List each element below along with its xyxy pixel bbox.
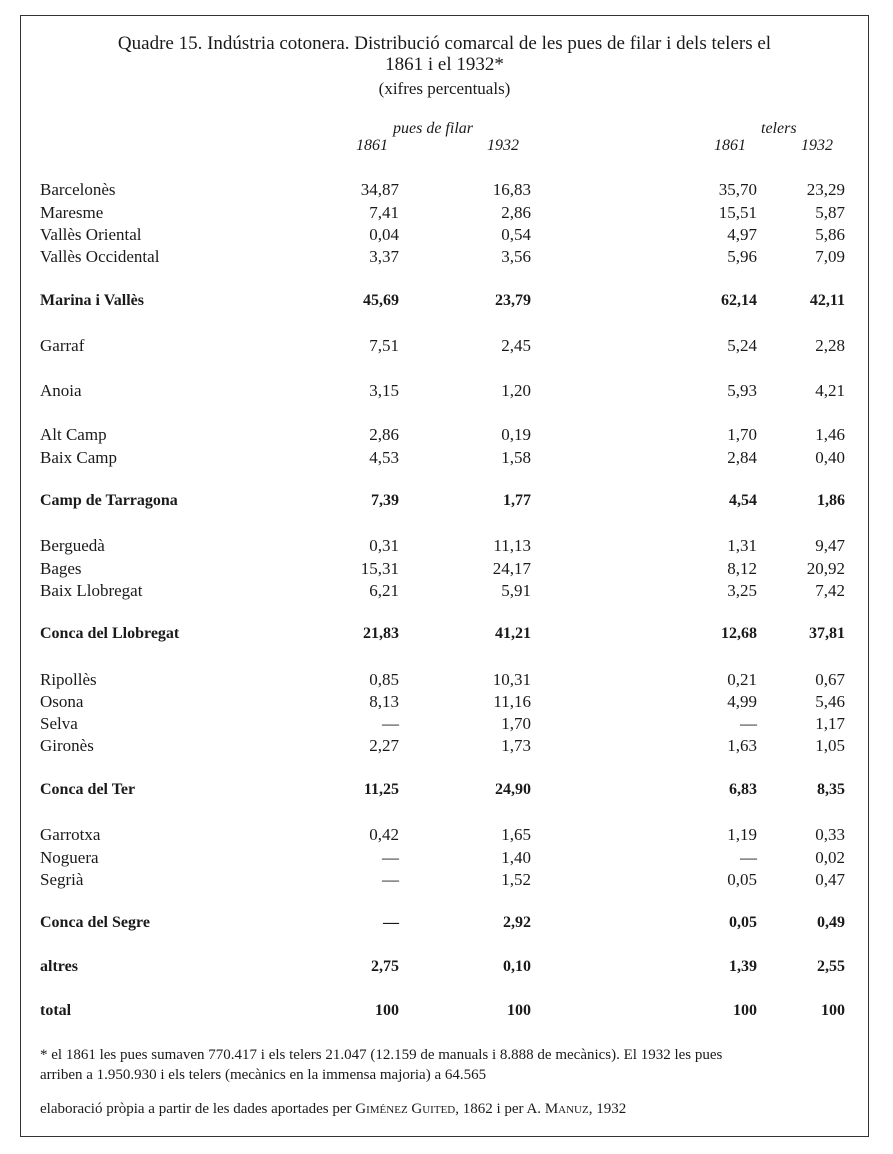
- cell-value: 0,42: [369, 825, 399, 844]
- cell-value: 1,73: [501, 736, 531, 755]
- row-label: Gironès: [40, 736, 94, 755]
- cell-value: 1,65: [501, 825, 531, 844]
- cell-value: 6,83: [729, 781, 757, 798]
- cell-value: 0,10: [503, 958, 531, 975]
- cell-value: 0,40: [815, 448, 845, 467]
- cell-value: 16,83: [492, 180, 531, 199]
- table-row: [0, 692, 893, 714]
- cell-value: 0,02: [815, 848, 845, 867]
- cell-value: 6,21: [369, 581, 399, 600]
- cell-value: 2,55: [817, 958, 845, 975]
- cell-value: 1,70: [501, 714, 531, 733]
- cell-value: 5,87: [815, 203, 845, 222]
- cell-value: 9,47: [815, 536, 845, 555]
- cell-value: 0,47: [815, 870, 845, 889]
- source-note: [40, 1099, 855, 1119]
- row-label: altres: [40, 958, 78, 975]
- footnote-line: * el 1861 les pues sumaven 770.417 i els telers 21.047 (12.159 de manuals i 8.888 de mecànics). El 1932 les pues: [40, 1047, 723, 1063]
- cell-value: 0,31: [369, 536, 399, 555]
- row-label: Barcelonès: [40, 180, 116, 199]
- cell-value: 45,69: [363, 292, 399, 309]
- row-label: Vallès Occidental: [40, 247, 160, 266]
- row-label: Baix Camp: [40, 448, 117, 467]
- row-label: total: [40, 1002, 72, 1019]
- row-label: Garraf: [40, 336, 85, 355]
- cell-value: 8,13: [369, 692, 399, 711]
- row-label: Alt Camp: [40, 425, 107, 444]
- table-row: [0, 381, 893, 403]
- cell-value: 8,35: [817, 781, 845, 798]
- year-header-looms-1932: 1932: [801, 137, 833, 154]
- cell-value: 15,31: [360, 559, 399, 578]
- cell-value: 7,51: [369, 336, 399, 355]
- row-label: Conca del Llobregat: [40, 625, 180, 642]
- table-row: [0, 848, 893, 870]
- cell-value: 62,14: [721, 292, 757, 309]
- cell-value: 2,86: [501, 203, 531, 222]
- cell-value: 2,75: [371, 958, 399, 975]
- cell-value: 2,27: [369, 736, 399, 755]
- row-label: Maresme: [40, 203, 104, 222]
- source-suffix: , 1932: [588, 1101, 627, 1117]
- cell-value: 100: [507, 1002, 531, 1019]
- cell-value: 1,52: [501, 870, 531, 889]
- table-row: [0, 736, 893, 758]
- table-row: [0, 448, 893, 470]
- cell-value: 21,83: [363, 625, 399, 642]
- row-label: Bages: [40, 559, 82, 578]
- row-label: Marina i Vallès: [40, 292, 145, 309]
- source-middle: , 1862 i per A.: [455, 1101, 545, 1117]
- table-row: [0, 292, 893, 314]
- cell-value: 2,84: [727, 448, 757, 467]
- table-row: [0, 225, 893, 247]
- table-row: [0, 1002, 893, 1024]
- year-header-looms-1861: 1861: [714, 137, 746, 154]
- cell-value: 4,53: [369, 448, 399, 467]
- cell-value: 11,16: [493, 692, 531, 711]
- cell-value: 0,49: [817, 914, 845, 931]
- cell-value: 5,24: [727, 336, 757, 355]
- cell-value: 41,21: [495, 625, 531, 642]
- cell-value: 34,87: [360, 180, 399, 199]
- row-label: Segrià: [40, 870, 84, 889]
- table-subtitle: (xifres percentuals): [378, 79, 511, 98]
- cell-value: 1,19: [727, 825, 757, 844]
- cell-value: 1,39: [729, 958, 757, 975]
- cell-value: 11,13: [493, 536, 531, 555]
- row-label: Anoia: [40, 381, 82, 400]
- source-prefix: elaboració pròpia a partir de les dades aportades per: [40, 1101, 356, 1117]
- cell-value: 35,70: [718, 180, 757, 199]
- cell-value: 5,46: [815, 692, 845, 711]
- cell-value: 1,58: [501, 448, 531, 467]
- cell-value: 10,31: [492, 670, 531, 689]
- cell-value: 0,19: [501, 425, 531, 444]
- table-row: [0, 492, 893, 514]
- cell-value: 37,81: [809, 625, 845, 642]
- table-row: [0, 581, 893, 603]
- table-row: [0, 203, 893, 225]
- cell-value: 5,86: [815, 225, 845, 244]
- footnote: [40, 1045, 855, 1085]
- cell-value: 1,46: [815, 425, 845, 444]
- cell-value: 1,05: [815, 736, 845, 755]
- table-row: [0, 180, 893, 202]
- cell-value: 4,21: [815, 381, 845, 400]
- table-row: [0, 247, 893, 269]
- footnote-line: arriben a 1.950.930 i els telers (mecànics en la immensa majoria) a 64.565: [40, 1067, 487, 1083]
- cell-value: 5,96: [727, 247, 757, 266]
- cell-value: 42,11: [809, 292, 845, 309]
- row-label: Osona: [40, 692, 84, 711]
- source-author: Manuz: [544, 1101, 589, 1117]
- year-header-spindles-1932: 1932: [487, 137, 519, 154]
- row-label: Conca del Ter: [40, 781, 136, 798]
- cell-value: 8,12: [727, 559, 757, 578]
- cell-value: 1,63: [727, 736, 757, 755]
- cell-value: 7,09: [815, 247, 845, 266]
- cell-value: 7,39: [371, 492, 399, 509]
- cell-value: 0,05: [727, 870, 757, 889]
- cell-value: —: [740, 848, 757, 867]
- cell-value: 0,05: [729, 914, 757, 931]
- cell-value: 0,54: [501, 225, 531, 244]
- table-row: [0, 559, 893, 581]
- table-row: [0, 670, 893, 692]
- cell-value: 12,68: [721, 625, 757, 642]
- cell-value: 24,17: [492, 559, 531, 578]
- cell-value: —: [740, 714, 757, 733]
- table-row: [0, 536, 893, 558]
- table-row: [0, 425, 893, 447]
- cell-value: 11,25: [363, 781, 399, 798]
- cell-value: 24,90: [495, 781, 531, 798]
- cell-value: 1,17: [815, 714, 845, 733]
- row-label: Noguera: [40, 848, 99, 867]
- row-label: Conca del Segre: [40, 914, 150, 931]
- cell-value: 23,29: [806, 180, 845, 199]
- cell-value: 2,28: [815, 336, 845, 355]
- cell-value: 5,91: [501, 581, 531, 600]
- table-title: Quadre 15. Indústria cotonera. Distribució comarcal de les pues de filar i dels telers el: [117, 33, 772, 54]
- cell-value: 1,31: [727, 536, 757, 555]
- source-author: Giménez Guited: [355, 1101, 456, 1117]
- cell-value: —: [383, 914, 399, 931]
- table-row: [0, 714, 893, 736]
- table-row: [0, 914, 893, 936]
- table-row: [0, 825, 893, 847]
- cell-value: 4,99: [727, 692, 757, 711]
- table-row: [0, 625, 893, 647]
- cell-value: 5,93: [727, 381, 757, 400]
- cell-value: 2,45: [501, 336, 531, 355]
- cell-value: 2,92: [503, 914, 531, 931]
- cell-value: 4,54: [729, 492, 757, 509]
- cell-value: —: [382, 848, 399, 867]
- cell-value: 15,51: [718, 203, 757, 222]
- cell-value: 2,86: [369, 425, 399, 444]
- row-label: Garrotxa: [40, 825, 101, 844]
- group-header-looms: telers: [761, 120, 797, 137]
- table-row: [0, 958, 893, 980]
- row-label: Berguedà: [40, 536, 105, 555]
- cell-value: —: [382, 714, 399, 733]
- cell-value: 3,56: [501, 247, 531, 266]
- table-row: [0, 336, 893, 358]
- cell-value: 1,77: [503, 492, 531, 509]
- table-row: [0, 781, 893, 803]
- row-label: Selva: [40, 714, 78, 733]
- cell-value: 7,41: [369, 203, 399, 222]
- table-row: [0, 870, 893, 892]
- cell-value: 100: [821, 1002, 845, 1019]
- row-label: Camp de Tarragona: [40, 492, 178, 509]
- cell-value: 7,42: [815, 581, 845, 600]
- cell-value: 0,33: [815, 825, 845, 844]
- cell-value: 23,79: [495, 292, 531, 309]
- row-label: Baix Llobregat: [40, 581, 143, 600]
- cell-value: 3,15: [369, 381, 399, 400]
- cell-value: 0,85: [369, 670, 399, 689]
- cell-value: 0,04: [369, 225, 399, 244]
- cell-value: 3,37: [369, 247, 399, 266]
- year-header-spindles-1861: 1861: [356, 137, 388, 154]
- cell-value: 1,20: [501, 381, 531, 400]
- row-label: Vallès Oriental: [40, 225, 142, 244]
- group-header-spindles: pues de filar: [393, 120, 473, 137]
- cell-value: 1,70: [727, 425, 757, 444]
- table-title-continued: 1861 i el 1932*: [385, 54, 504, 75]
- cell-value: 4,97: [727, 225, 757, 244]
- cell-value: 1,86: [817, 492, 845, 509]
- cell-value: —: [382, 870, 399, 889]
- cell-value: 20,92: [806, 559, 845, 578]
- cell-value: 0,67: [815, 670, 845, 689]
- cell-value: 100: [375, 1002, 399, 1019]
- cell-value: 100: [733, 1002, 757, 1019]
- cell-value: 0,21: [727, 670, 757, 689]
- cell-value: 1,40: [501, 848, 531, 867]
- cell-value: 3,25: [727, 581, 757, 600]
- row-label: Ripollès: [40, 670, 97, 689]
